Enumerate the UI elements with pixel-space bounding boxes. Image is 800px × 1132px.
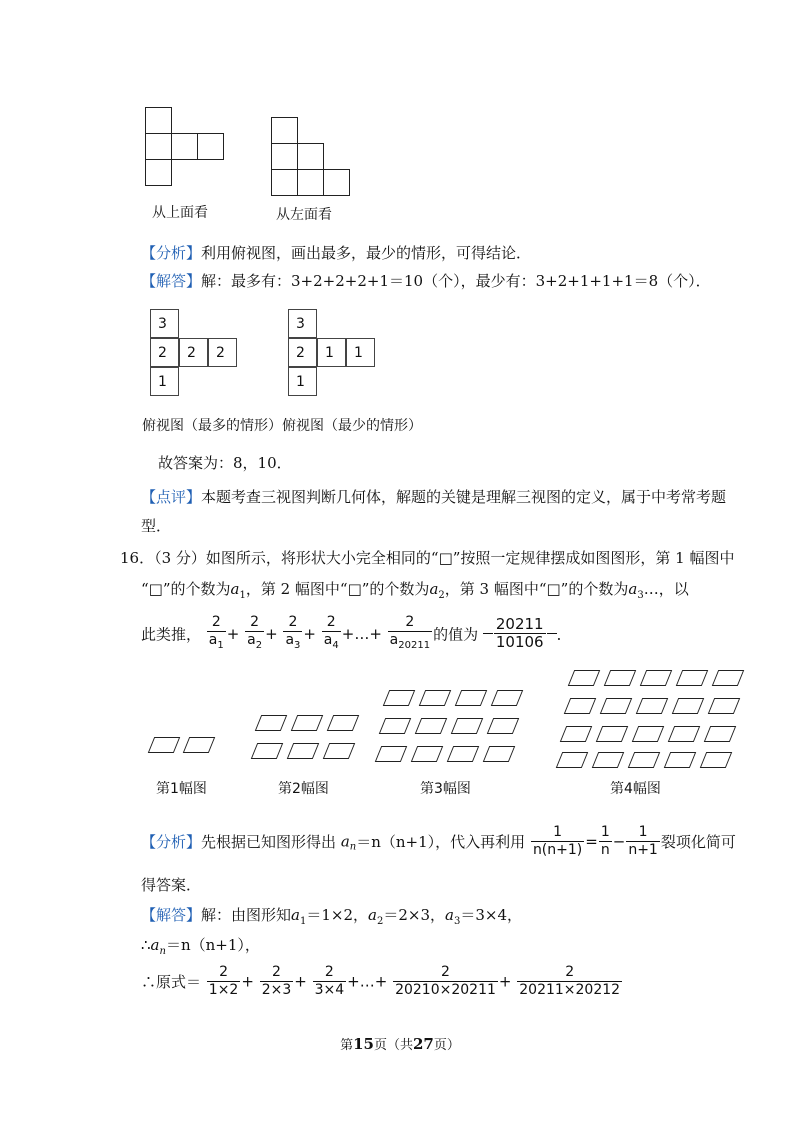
view-cell (297, 169, 324, 196)
grid-cell: 2 (208, 338, 237, 367)
grid-cell: 3 (150, 309, 179, 338)
grid-cell: 3 (288, 309, 317, 338)
q16-answer-fraction: $\frac{20211}{10106}$ (495, 615, 544, 652)
top-view-caption: 从上面看 (152, 205, 208, 221)
view-cell (323, 169, 350, 196)
q16-line2: “□”的个数为$a_1$，第 2 幅图中“□”的个数为$a_2$，第 3 幅图中“□”的个数为$a_3\dots$，以 (141, 580, 689, 601)
grid-cell: 1 (150, 367, 179, 396)
view-cell (145, 159, 172, 186)
answer-text: 解：最多有：3+2+2+2+1＝10（个），最少有：3+2+1+1+1＝8（个）． (201, 272, 711, 290)
analysis-1 (141, 242, 531, 263)
comment-1-line2: 型． (141, 517, 172, 535)
comment-text: 本题考查三视图判断几何体，解题的关键是理解三视图的定义，属于中考常考题 (201, 488, 727, 506)
comment-tag: 【点评】 (141, 488, 202, 506)
analysis-tag: 【分析】 (141, 244, 202, 262)
comment-1 (141, 486, 726, 507)
view-cell (271, 117, 298, 144)
left-view-caption: 从左面看 (276, 207, 332, 223)
grid-cell: 2 (150, 338, 179, 367)
grid-cell: 2 (288, 338, 317, 367)
view-cell (271, 143, 298, 170)
page-footer: 第15页（共27页） (340, 1035, 460, 1053)
grid-caption: 俯视图（最多的情形）俯视图（最少的情形） (142, 418, 422, 434)
figure-caption: 第3幅图 (420, 781, 471, 797)
conclusion-1: 故答案为：8，10． (158, 454, 292, 472)
figure-caption: 第4幅图 (610, 781, 661, 797)
view-cell (197, 133, 224, 160)
analysis-text: 利用俯视图，画出最多，最少的情形，可得结论． (201, 244, 532, 262)
view-cell (145, 107, 172, 134)
figure-caption: 第2幅图 (278, 781, 329, 797)
grid-cell: 1 (288, 367, 317, 396)
grid-cell: 1 (317, 338, 346, 367)
answer-2-line3: ∴原式＝ $\frac{2}{1\times 2}$ + $\frac{2}{2\times 3}$ + $\frac{2}{3\times 4}$ +…+ $\frac{2}{20210\times 20211}$ + $\frac{2}{20211\times 20212}$ (141, 964, 621, 998)
figure-caption: 第1幅图 (156, 781, 207, 797)
answer-2-line2: $\therefore a_n=n(n+1)$， (141, 936, 260, 957)
view-cell (297, 143, 324, 170)
answer-2: 【解答】解：由图形知$a_1=1\times 2$，$a_2=2\times 3$，$a_3=3\times 4$， (141, 906, 522, 927)
view-cell (145, 133, 172, 160)
q16-line1: 16．（3 分）如图所示，将形状大小完全相同的“□”按照一定规律摆成如图图形，第 1 幅图中 (120, 549, 735, 567)
analysis-2-line2: 得答案． (141, 876, 202, 894)
answer-1 (141, 270, 711, 291)
analysis-2: 【分析】先根据已知图形得出 $a_n=n(n+1)$，代入再利用 $\frac{1}{n(n+1)}$ = $\frac{1}{n}$ − $\frac{1}{n+1}$ 裂项化简可 (141, 824, 736, 858)
grid-cell: 1 (346, 338, 375, 367)
q16-line3: 此类推， $\frac{2}{a_1}$ + $\frac{2}{a_2}$ + $\frac{2}{a_3}$ + $\frac{2}{a_4}$ +…+ $\frac{2}{a_{20211}}$ 的值为 $\frac{20211}{10106}$ ． (141, 614, 572, 654)
view-cell (271, 169, 298, 196)
view-cell (171, 133, 198, 160)
answer-tag: 【解答】 (141, 272, 202, 290)
grid-cell: 2 (179, 338, 208, 367)
